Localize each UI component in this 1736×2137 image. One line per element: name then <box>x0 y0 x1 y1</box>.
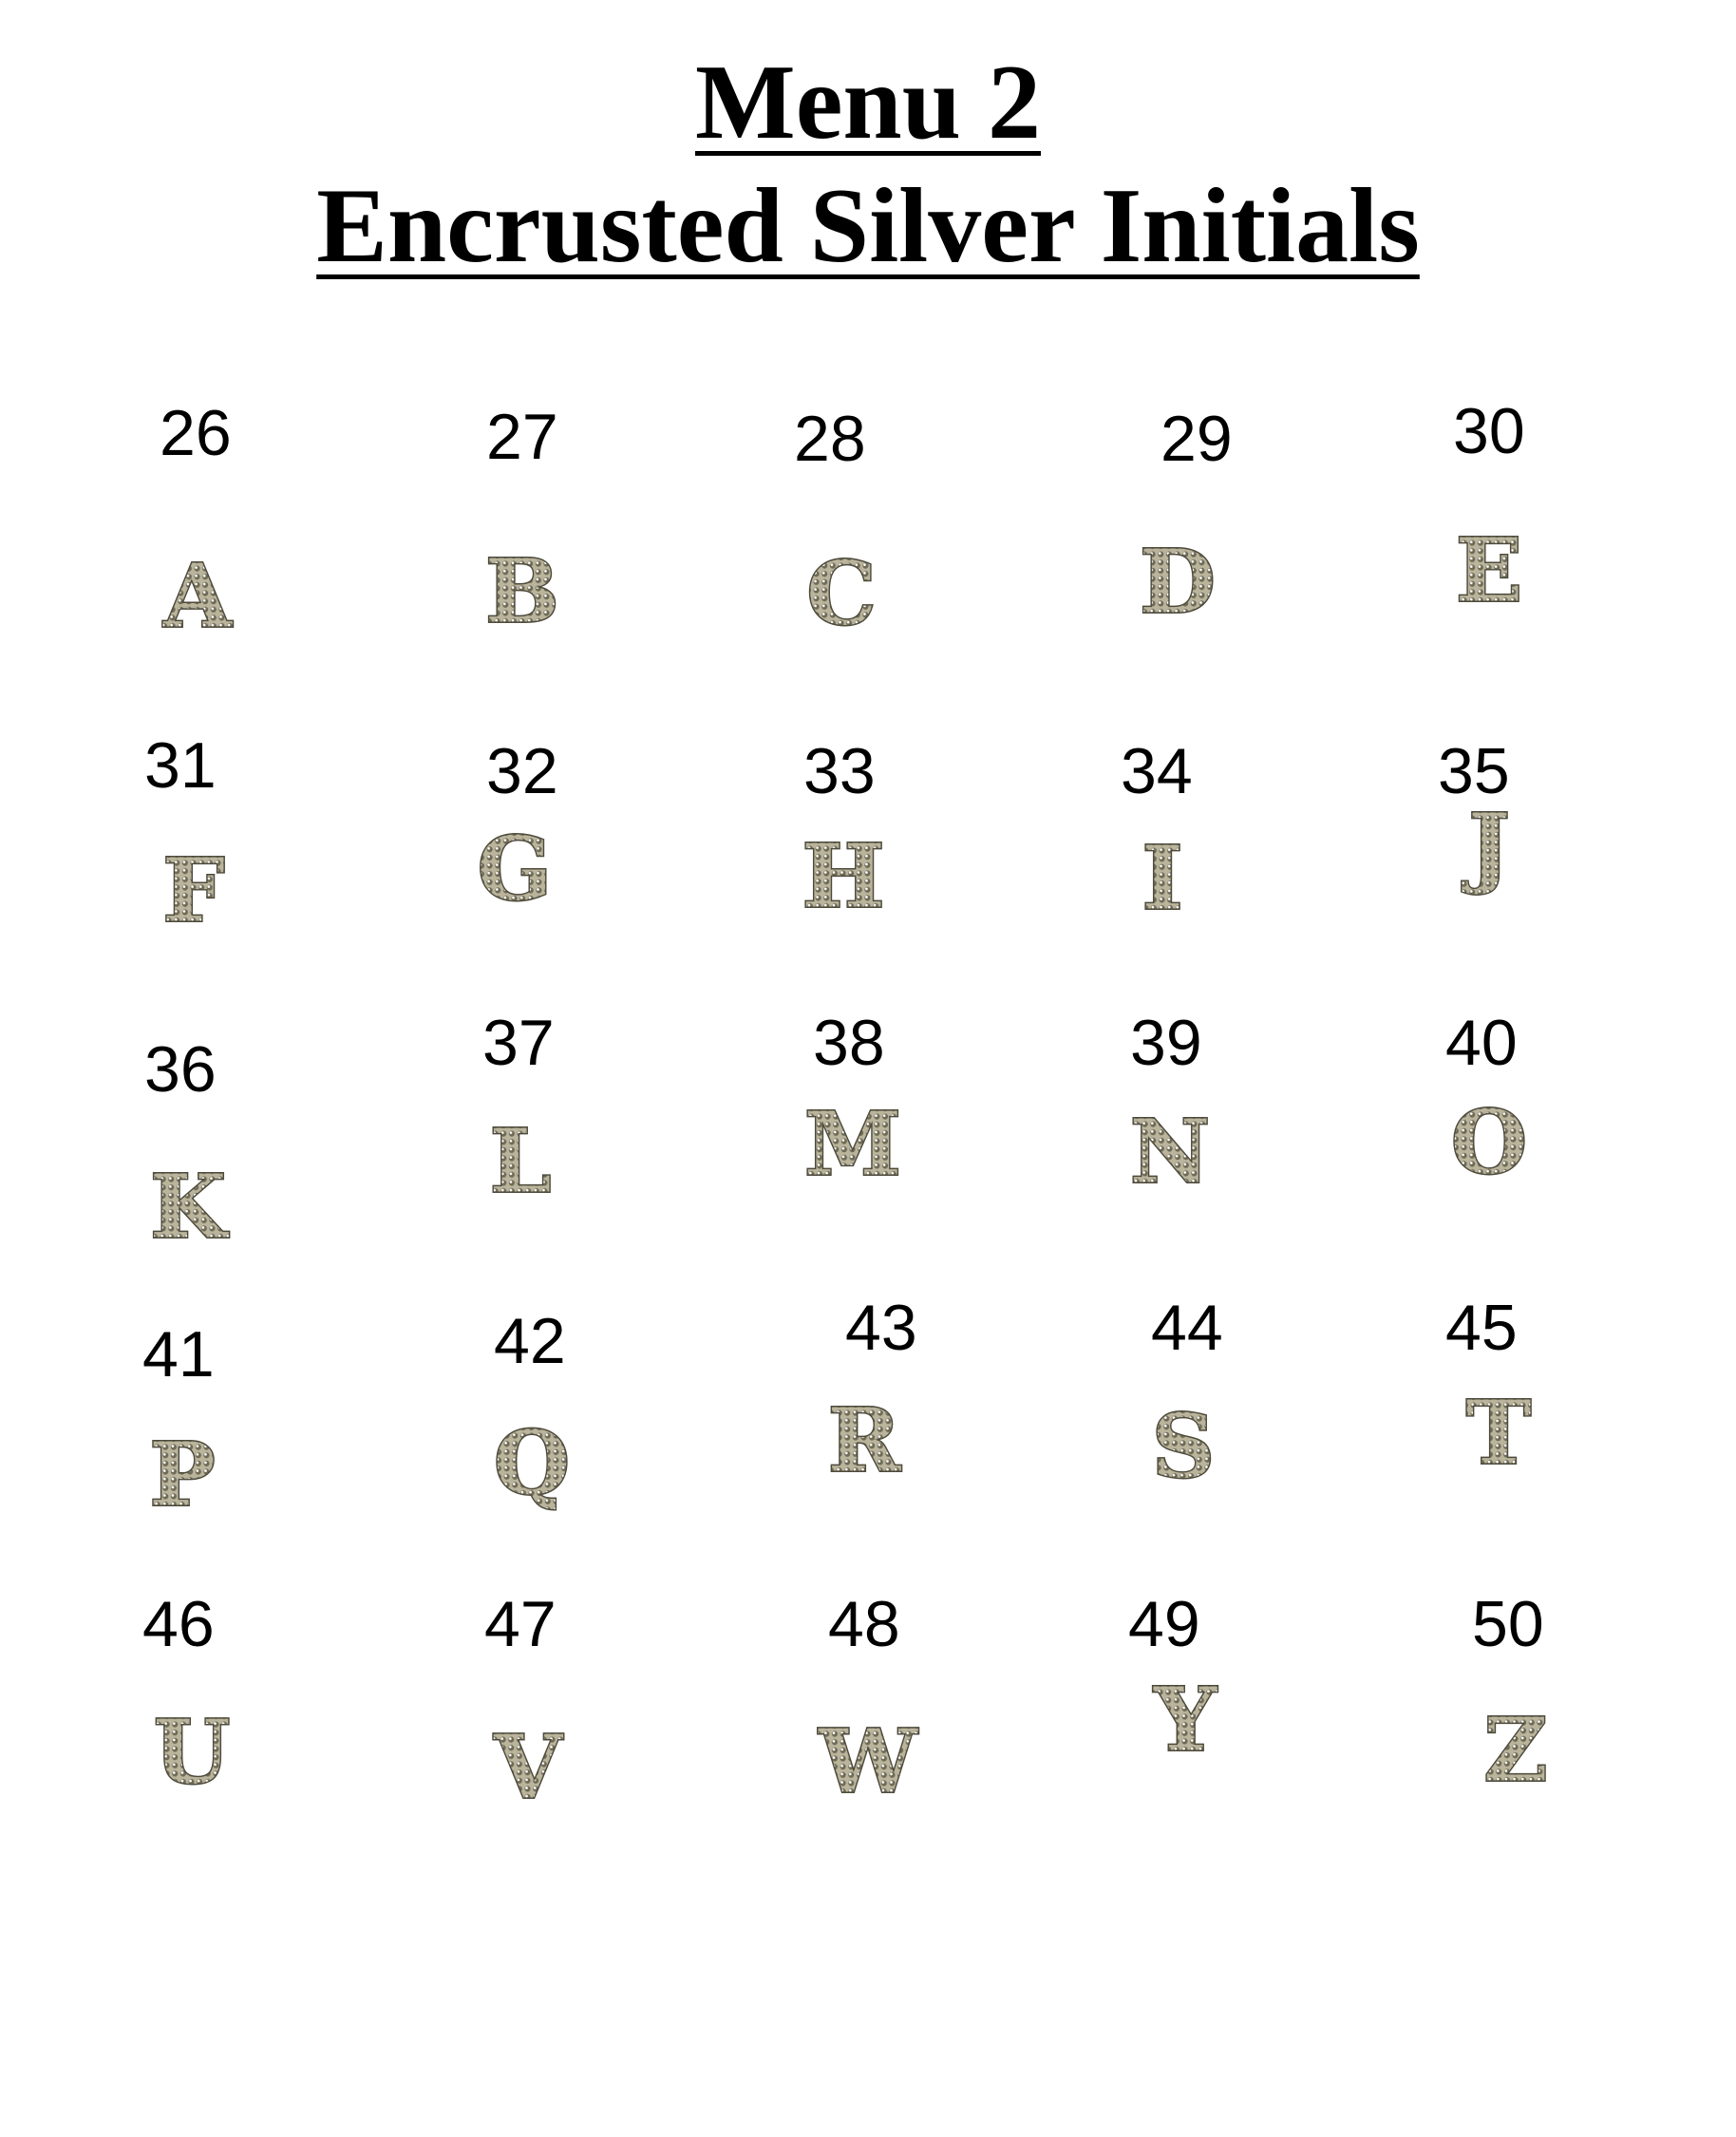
svg-text:P: P <box>149 1422 216 1526</box>
initial-charm-v <box>482 1714 574 1819</box>
initial-charm-graphic <box>796 540 887 645</box>
initial-charm-graphic <box>1444 793 1535 898</box>
initial-charm-f <box>148 838 239 942</box>
item-number: 44 <box>1151 1292 1223 1364</box>
item-number: 35 <box>1438 735 1510 807</box>
menu-title: Menu 2 <box>695 44 1041 161</box>
initial-charm-graphic <box>137 1422 228 1526</box>
svg-text:O: O <box>1450 1089 1528 1194</box>
item-number: 47 <box>484 1588 557 1660</box>
svg-text:I: I <box>1142 825 1183 930</box>
initial-charm-graphic <box>486 1410 577 1515</box>
svg-text:G: G <box>477 816 553 920</box>
initial-charm-graphic <box>142 1154 234 1258</box>
initial-charm-e <box>1444 518 1535 622</box>
menu-subtitle: Encrusted Silver Initials <box>316 167 1420 285</box>
initial-charm-n <box>1124 1099 1216 1203</box>
initial-charm-graphic <box>1444 518 1535 622</box>
initial-charm-graphic <box>148 838 239 942</box>
item-number: 37 <box>482 1007 555 1079</box>
initial-charm-graphic <box>475 1108 566 1213</box>
svg-text:Y: Y <box>1154 1667 1217 1771</box>
item-number: 49 <box>1128 1588 1200 1660</box>
item-number: 50 <box>1472 1588 1544 1660</box>
initial-charm-graphic <box>1117 825 1208 930</box>
initial-charm-graphic <box>1124 1099 1216 1203</box>
svg-text:T: T <box>1465 1380 1532 1485</box>
initial-charm-q <box>486 1410 577 1515</box>
initial-charm-graphic <box>798 823 889 928</box>
item-number: 30 <box>1453 395 1525 467</box>
item-number: 33 <box>803 735 876 807</box>
item-number: 48 <box>828 1588 900 1660</box>
initial-charm-graphic <box>1453 1380 1544 1485</box>
svg-text:B: B <box>485 539 559 643</box>
initial-charm-h <box>798 823 889 928</box>
initial-charm-graphic <box>1132 529 1223 634</box>
item-number: 38 <box>813 1007 885 1079</box>
initial-charm-graphic <box>146 1699 237 1804</box>
svg-text:J: J <box>1468 793 1510 898</box>
initial-charm-j <box>1444 793 1535 898</box>
item-number: 31 <box>144 729 217 802</box>
item-number: 42 <box>494 1305 566 1377</box>
initial-charm-graphic <box>819 1388 910 1492</box>
initial-charm-m <box>803 1091 902 1196</box>
initial-charm-k <box>142 1154 234 1258</box>
svg-text:W: W <box>819 1709 917 1813</box>
item-number: 36 <box>144 1033 217 1106</box>
initial-charm-z <box>1470 1697 1561 1802</box>
initial-charm-w <box>819 1709 917 1813</box>
item-number: 45 <box>1445 1292 1518 1364</box>
initial-charm-graphic <box>152 543 243 648</box>
item-number: 27 <box>486 401 558 473</box>
svg-text:Z: Z <box>1483 1697 1548 1802</box>
svg-text:L: L <box>489 1108 552 1213</box>
svg-text:D: D <box>1140 529 1216 634</box>
item-number: 29 <box>1160 403 1233 475</box>
initial-charm-graphic <box>477 539 568 643</box>
initial-charm-y <box>1140 1667 1231 1771</box>
initial-charm-t <box>1453 1380 1544 1485</box>
item-number: 34 <box>1121 735 1193 807</box>
svg-text:A: A <box>163 543 232 648</box>
initial-charm-graphic <box>469 816 560 920</box>
initial-charm-c <box>796 540 887 645</box>
item-number: 28 <box>794 403 866 475</box>
initial-charm-graphic <box>1138 1393 1229 1498</box>
initial-charm-b <box>477 539 568 643</box>
initial-charm-a <box>152 543 243 648</box>
initial-charm-graphic <box>1444 1089 1535 1194</box>
initial-charm-i <box>1117 825 1208 930</box>
item-number: 39 <box>1130 1007 1202 1079</box>
svg-text:F: F <box>162 838 225 942</box>
svg-text:H: H <box>802 823 885 928</box>
initial-charm-p <box>137 1422 228 1526</box>
svg-text:N: N <box>1129 1099 1211 1203</box>
initial-charm-graphic <box>1140 1667 1231 1771</box>
item-number: 26 <box>160 397 232 469</box>
svg-text:C: C <box>806 540 877 645</box>
svg-text:Q: Q <box>493 1410 571 1515</box>
initial-charm-u <box>146 1699 237 1804</box>
initial-charm-graphic <box>1470 1697 1561 1802</box>
initial-charm-l <box>475 1108 566 1213</box>
item-number: 43 <box>845 1292 917 1364</box>
initial-charm-graphic <box>482 1714 574 1819</box>
item-number: 41 <box>142 1318 215 1390</box>
initial-charm-graphic <box>819 1709 917 1813</box>
initial-charm-d <box>1132 529 1223 634</box>
svg-text:V: V <box>494 1714 562 1819</box>
svg-text:E: E <box>1455 518 1523 622</box>
initial-charm-graphic <box>803 1091 902 1196</box>
initial-charm-s <box>1138 1393 1229 1498</box>
initial-charm-r <box>819 1388 910 1492</box>
svg-text:M: M <box>803 1091 902 1196</box>
initial-charm-g <box>469 816 560 920</box>
initial-charm-o <box>1444 1089 1535 1194</box>
svg-text:U: U <box>153 1699 231 1804</box>
svg-text:K: K <box>149 1154 227 1258</box>
item-number: 40 <box>1445 1007 1518 1079</box>
svg-text:S: S <box>1151 1393 1216 1498</box>
svg-text:R: R <box>827 1388 901 1492</box>
item-number: 46 <box>142 1588 215 1660</box>
item-number: 32 <box>486 735 558 807</box>
